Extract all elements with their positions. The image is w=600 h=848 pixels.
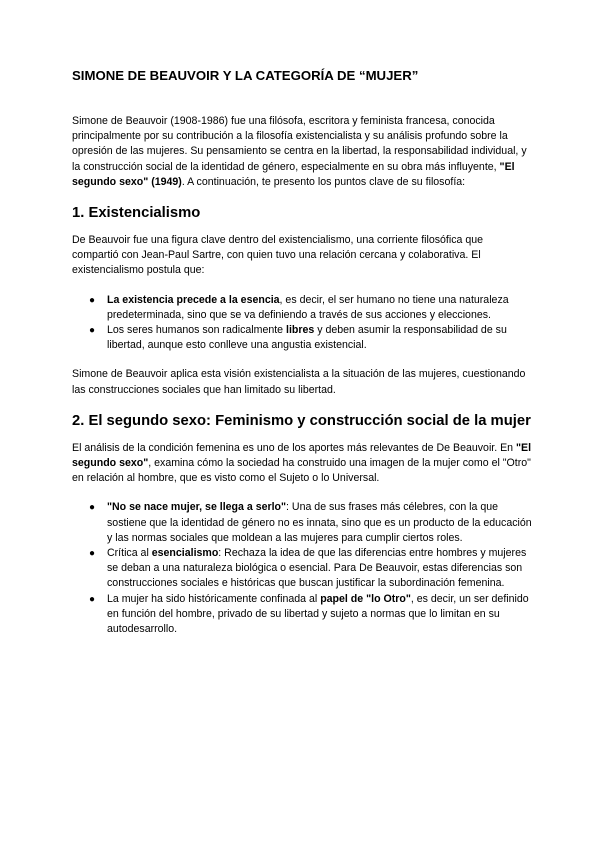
section2-paragraph-1: [72, 441, 532, 487]
section2-heading: 2. El segundo sexo: Feminismo y construcción social de la mujer: [72, 412, 531, 429]
bullet-pre-text: Crítica al: [107, 547, 152, 560]
bullet-bold-text: "No se nace mujer, se llega a serlo": [107, 501, 287, 514]
bullet-text: , es decir, un ser definido en función del hombre, privado de su libertad y sujeto a normas que lo limitan en su autodesarrollo.: [107, 592, 529, 636]
bullet-icon: ●: [89, 548, 96, 560]
section2-text-a: El análisis de la condición femenina es uno de los aportes más relevantes de De Beauvoir. En: [72, 441, 517, 454]
bullet-pre-text: Los seres humanos son radicalmente: [107, 324, 287, 337]
section2-bullet-list: [72, 500, 532, 637]
section1-heading: 1. Existencialismo: [72, 205, 201, 222]
section2-text-c: , examina cómo la sociedad ha construido una imagen de la mujer como el "Otro" en relación al hombre, que es visto como el Sujeto o lo Universal.: [72, 457, 531, 485]
intro-bold-work: "El segundo sexo" (1949): [72, 160, 515, 188]
bullet-text: : Una de sus frases más célebres, con la que sostiene que la identidad de género no es innata, sino que es un producto de la educación y las normas sociales que moldean a las mujeres para cumplir ciertos roles.: [107, 501, 532, 544]
bullet-icon: ●: [89, 502, 96, 514]
bullet-bold-text: La existencia precede a la esencia: [107, 293, 280, 306]
bullet-icon: ●: [89, 325, 96, 337]
intro-text-1: Simone de Beauvoir (1908-1986) fue una filósofa, escritora y feminista francesa, conocida principalmente por su contribución a la filosofía existencialista y su análisis profundo sobre la opresión de las mujeres. Su pensamiento se centra en la libertad, la responsabilidad individual, y la construcción social de la identidad de género, especialmente en su obra más influyente,: [72, 115, 527, 173]
bullet-icon: ●: [89, 593, 96, 605]
bullet-pre-text: La mujer ha sido históricamente confinada al: [107, 592, 321, 605]
bullet-bold-text: papel de "lo Otro": [320, 592, 411, 605]
section2-bold-work: "El segundo sexo": [72, 441, 532, 470]
bullet-bold-text: libres: [286, 324, 315, 337]
bullet-bold-text: esencialismo: [151, 547, 219, 560]
intro-text-2: . A continuación, te presento los puntos clave de su filosofía:: [181, 175, 466, 188]
document-title: SIMONE DE BEAUVOIR Y LA CATEGORÍA DE “MUJER”: [72, 68, 419, 83]
section1-paragraph-2: Simone de Beauvoir aplica esta visión existencialista a la situación de las mujeres, cuestionando las construcciones sociales que han limitado su libertad.: [72, 368, 526, 396]
section2-bullet-3: [89, 592, 532, 638]
bullet-icon: ●: [89, 294, 96, 306]
bullet-text: : Rechaza la idea de que las diferencias entre hombres y mujeres se deban a una naturaleza biológica o esencial. Para De Beauvoir, estas diferencias son construcciones sociales e históricas que buscan justificar la subordinación femenina.: [107, 547, 527, 590]
section1-bullet-list: [72, 293, 532, 354]
section1-bullet-1: [89, 293, 532, 323]
bullet-text: y deben asumir la responsabilidad de su libertad, aunque esto conlleve una angustia existencial.: [107, 324, 507, 352]
section1-bullet-2: [89, 323, 532, 353]
section2-bullet-2: [89, 546, 532, 592]
section2-bullet-1: [89, 500, 532, 546]
intro-paragraph: [72, 114, 532, 190]
section1-paragraph-1: De Beauvoir fue una figura clave dentro del existencialismo, una corriente filosófica que compartió con Jean-Paul Sartre, con quien tuvo una relación cercana y colaborativa. El existencialismo postula que:: [72, 234, 484, 277]
document-page: [72, 68, 532, 651]
bullet-text: , es decir, el ser humano no tiene una naturaleza predeterminada, sino que se va definiendo a través de sus acciones y elecciones.: [107, 293, 509, 321]
